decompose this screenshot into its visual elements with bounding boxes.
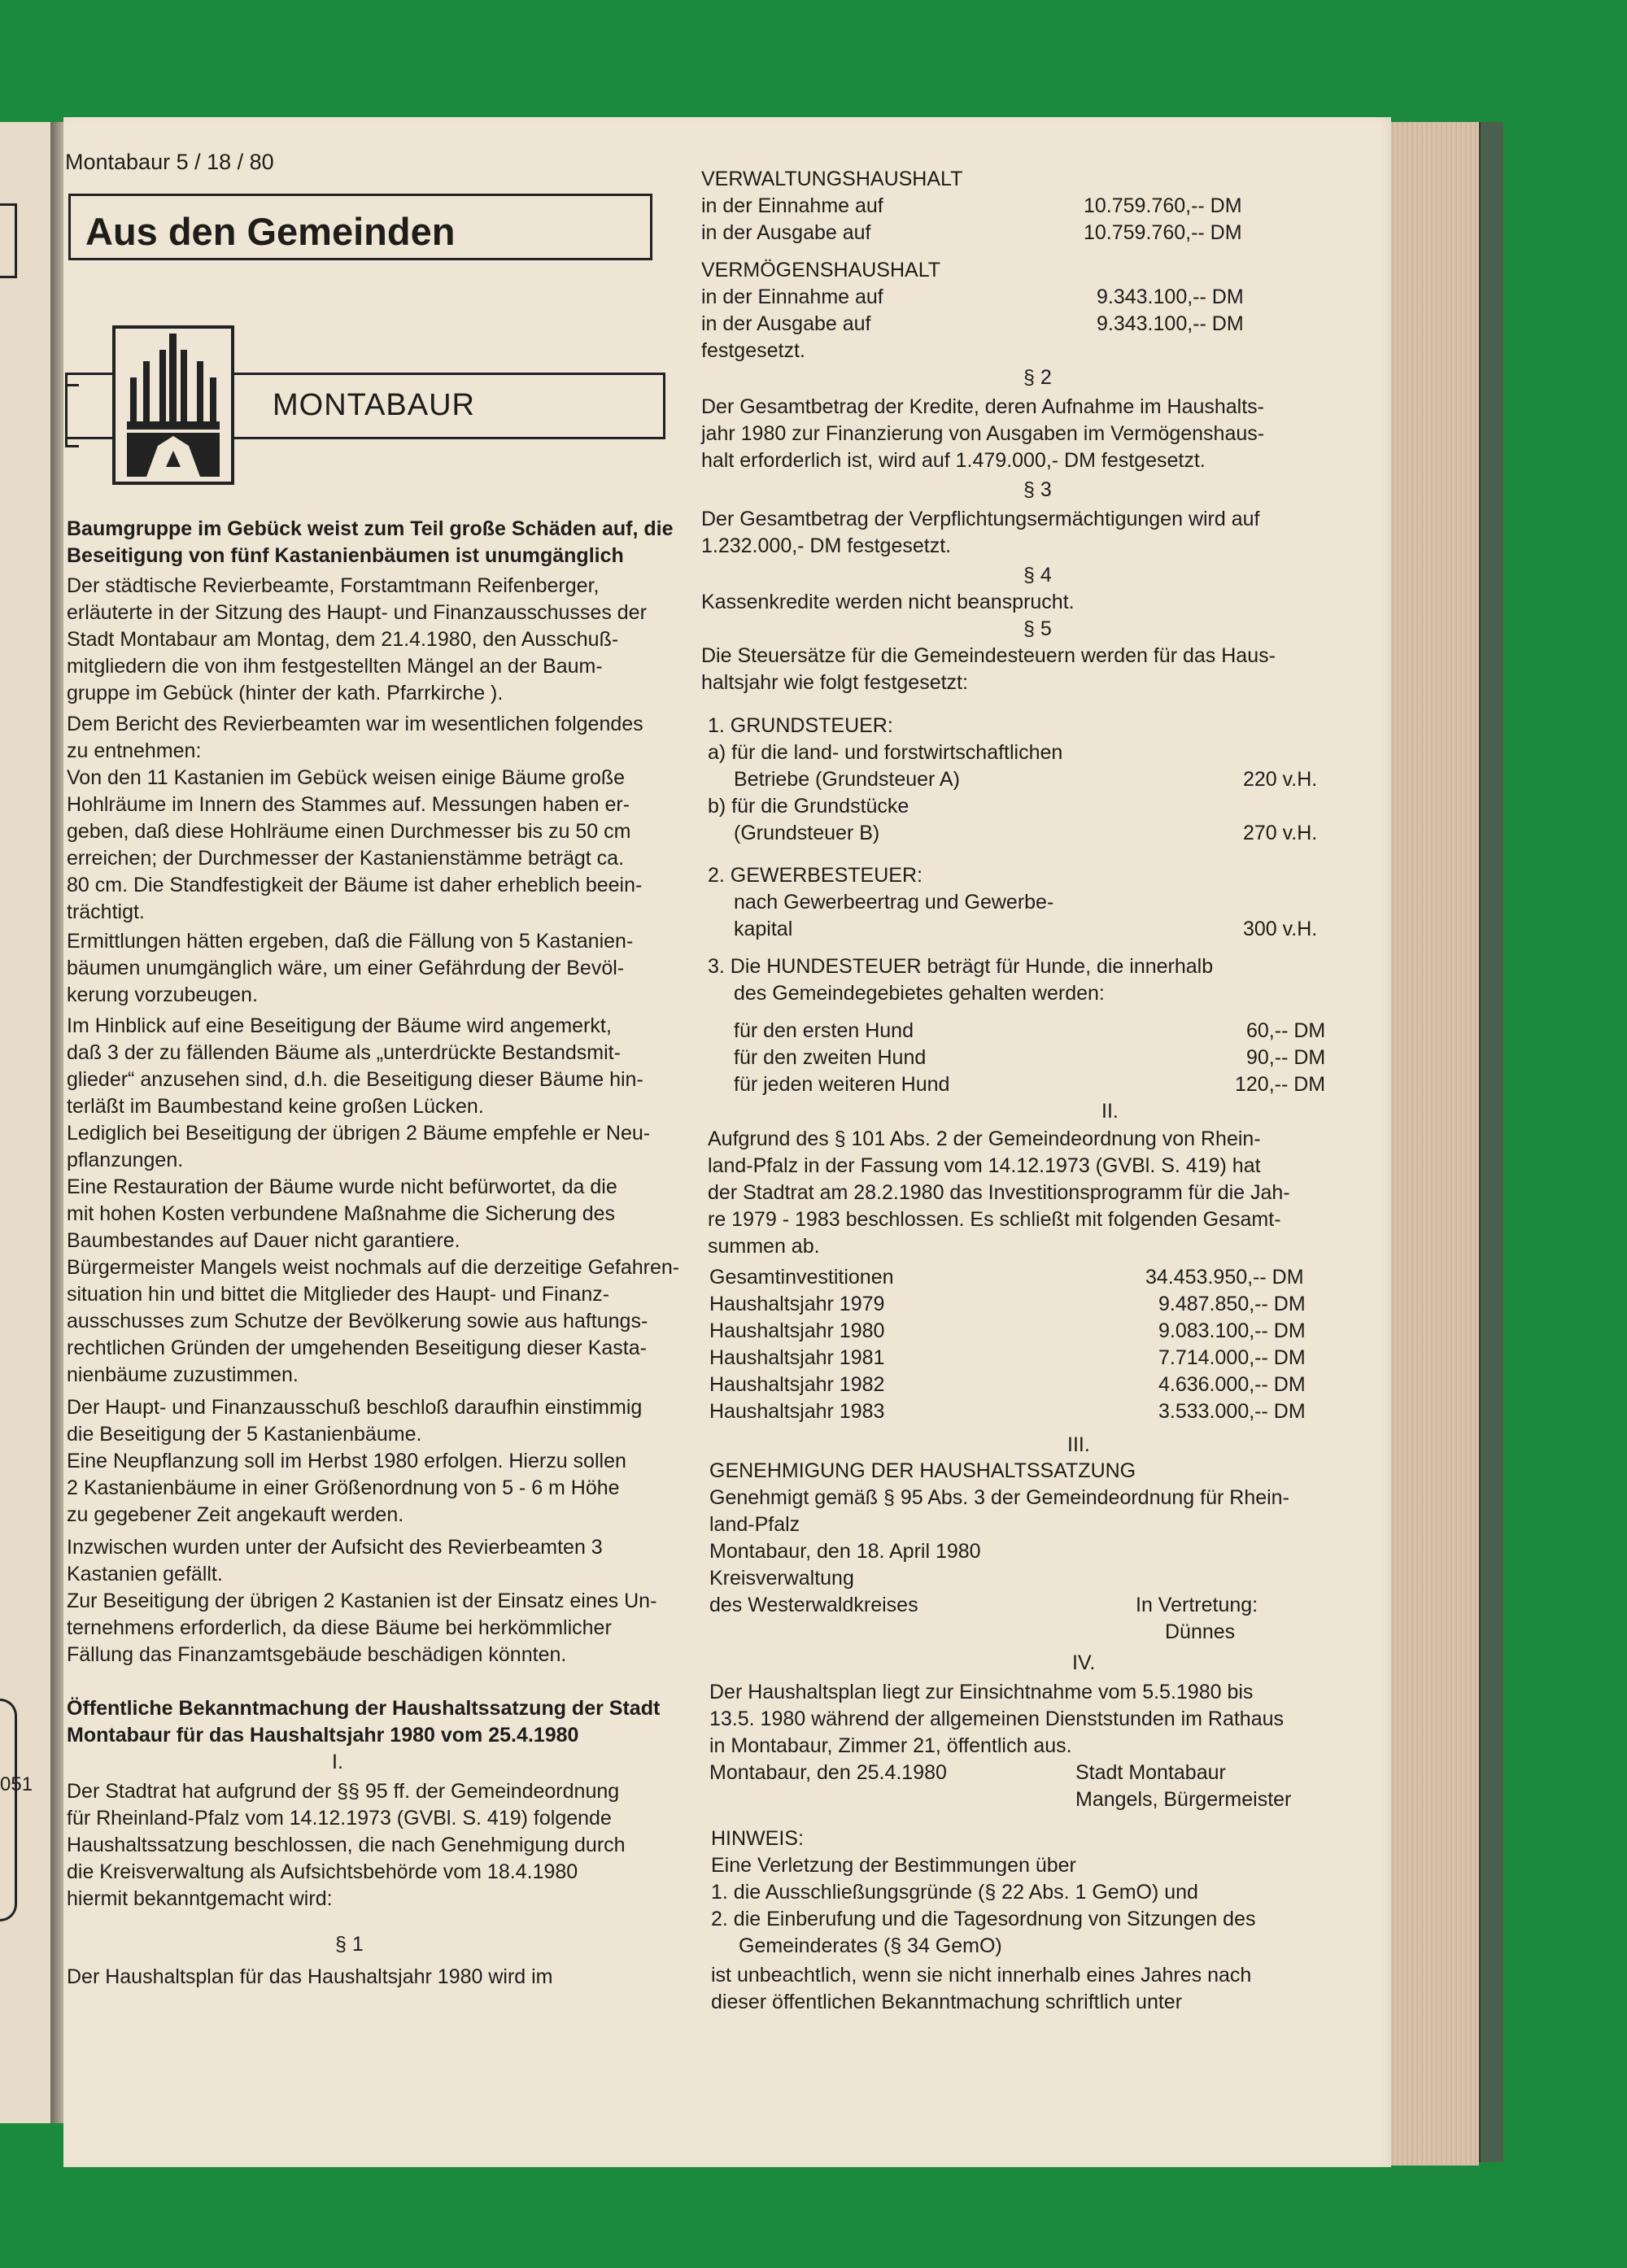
article-line: pflanzungen.	[67, 1149, 184, 1171]
notice-line: für Rheinland-Pfalz vom 14.12.1973 (GVBl. S. 419) folgende	[67, 1807, 612, 1830]
investment-label: Haushaltsjahr 1983	[709, 1400, 885, 1423]
article-line: Der Haupt- und Finanzausschuß beschloß daraufhin einstimmig	[67, 1396, 643, 1419]
book-cover-edge	[1479, 122, 1505, 2162]
approval-deputy-label: In Vertretung:	[1136, 1594, 1258, 1616]
budget-row-value: 10.759.760,-- DM	[1084, 221, 1242, 244]
inspection-line: 13.5. 1980 während der allgemeinen Dienststunden im Rathaus	[709, 1708, 1285, 1730]
tax-line: b) für die Grundstücke	[708, 795, 909, 818]
budget-admin-title: VERWALTUNGSHAUSHALT	[701, 168, 963, 190]
article-line: zu entnehmen:	[67, 739, 202, 762]
investment-value: 9.083.100,-- DM	[1158, 1319, 1306, 1342]
article-line: Baumbestandes auf Dauer nicht garantiere.	[67, 1229, 460, 1252]
article-line: mitgliedern die von ihm festgestellten Mängel an der Baum-	[67, 655, 603, 678]
article-line: Bürgermeister Mangels weist nochmals auf die derzeitige Gefahren-	[67, 1256, 680, 1279]
article-line: 2 Kastanienbäume in einer Größenordnung von 5 - 6 m Höhe	[67, 1476, 620, 1499]
budget-row-label: in der Ausgabe auf	[701, 312, 871, 335]
notice-line: Der Stadtrat hat aufgrund der §§ 95 ff. der Gemeindeordnung	[67, 1780, 620, 1803]
investment-line: re 1979 - 1983 beschlossen. Es schließt mit folgenden Gesamt-	[708, 1208, 1281, 1231]
budget-row-label: in der Ausgabe auf	[701, 221, 871, 244]
article-line: die Beseitigung der 5 Kastanienbäume.	[67, 1423, 422, 1446]
paragraph-line: halt erforderlich ist, wird auf 1.479.000,- DM festgesetzt.	[701, 449, 1206, 472]
article-line: Eine Neupflanzung soll im Herbst 1980 erfolgen. Hierzu sollen	[67, 1450, 626, 1472]
article-line: rechtlichen Gründen der umgehenden Beseitigung dieser Kasta-	[67, 1337, 647, 1359]
notice-line: die Kreisverwaltung als Aufsichtsbehörde vom 18.4.1980	[67, 1860, 578, 1883]
approval-line: Genehmigt gemäß § 95 Abs. 3 der Gemeindeordnung für Rhein-	[709, 1486, 1289, 1509]
article-line: terläßt im Baumbestand keine großen Lücken.	[67, 1095, 484, 1118]
section-title: Aus den Gemeinden	[85, 210, 456, 253]
dog-tax-line: des Gemeindegebietes gehalten werden:	[734, 982, 1105, 1005]
investment-label: Gesamtinvestitionen	[709, 1266, 894, 1289]
dog-tax-line: 3. Die HUNDESTEUER beträgt für Hunde, die innerhalb	[708, 955, 1214, 978]
page-stack-edge	[1389, 122, 1479, 2166]
article-line: gruppe im Gebück (hinter der kath. Pfarrkirche ).	[67, 682, 504, 704]
article-line: 80 cm. Die Standfestigkeit der Bäume ist daher erheblich beein-	[67, 874, 643, 896]
town-name: MONTABAUR	[273, 388, 475, 422]
property-tax-title: 1. GRUNDSTEUER:	[708, 714, 893, 737]
article-line: trächtigt.	[67, 901, 145, 923]
roman-numeral-i: I.	[332, 1751, 343, 1773]
article-line: zu gegebener Zeit angekauft werden.	[67, 1503, 404, 1526]
budget-row-value: 10.759.760,-- DM	[1084, 194, 1242, 217]
town-logo	[112, 325, 234, 485]
previous-page-shape	[0, 1699, 17, 1921]
article-line: Zur Beseitigung der übrigen 2 Kastanien ist der Einsatz eines Un-	[67, 1590, 657, 1612]
article-line: Im Hinblick auf eine Beseitigung der Bäume wird angemerkt,	[67, 1014, 612, 1037]
roman-numeral-ii: II.	[1101, 1100, 1119, 1123]
paragraph-1-mark: § 1	[335, 1933, 364, 1956]
approval-title: GENEHMIGUNG DER HAUSHALTSSATZUNG	[709, 1459, 1136, 1482]
notice-heading-line-2: Montabaur für das Haushaltsjahr 1980 vom 25.4.1980	[67, 1724, 579, 1747]
trade-tax-title: 2. GEWERBESTEUER:	[708, 864, 923, 887]
castle-logo-icon	[116, 329, 231, 482]
paragraph-line: Kassenkredite werden nicht beansprucht.	[701, 591, 1075, 613]
approval-line: Montabaur, den 18. April 1980	[709, 1540, 981, 1563]
roman-numeral-iv: IV.	[1072, 1651, 1096, 1674]
investment-line: summen ab.	[708, 1235, 820, 1258]
budget-row-label: in der Einnahme auf	[701, 286, 883, 308]
article-line: mit hohen Kosten verbundene Maßnahme die Sicherung des	[67, 1202, 616, 1225]
dog-tax-value: 120,-- DM	[1235, 1073, 1326, 1096]
paragraph-line: haltsjahr wie folgt festgesetzt:	[701, 671, 968, 694]
article-line: ternehmens erforderlich, da diese Bäume bei herkömmlicher	[67, 1616, 612, 1639]
investment-label: Haushaltsjahr 1982	[709, 1373, 885, 1396]
paragraph-5-mark: § 5	[1023, 617, 1052, 640]
inspection-line: Montabaur, den 25.4.1980	[709, 1761, 947, 1784]
article-line: erläuterte in der Sitzung des Haupt- und Finanzausschusses der	[67, 601, 647, 624]
article-line: glieder“ anzusehen sind, d.h. die Beseitigung dieser Bäume hin-	[67, 1068, 643, 1091]
notice-line: 1. die Ausschließungsgründe (§ 22 Abs. 1 GemO) und	[711, 1881, 1198, 1904]
article-line: nienbäume zuzustimmen.	[67, 1363, 299, 1386]
dog-tax-label: für den ersten Hund	[734, 1019, 914, 1042]
dog-tax-label: für jeden weiteren Hund	[734, 1073, 950, 1096]
article-line: kerung vorzubeugen.	[67, 984, 258, 1006]
investment-value: 7.714.000,-- DM	[1158, 1346, 1306, 1369]
investment-line: land-Pfalz in der Fassung vom 14.12.1973 (GVBl. S. 419) hat	[708, 1154, 1261, 1177]
article-line: Ermittlungen hätten ergeben, daß die Fällung von 5 Kastanien-	[67, 930, 634, 953]
document-page	[63, 117, 1391, 2167]
approval-line: Kreisverwaltung	[709, 1567, 854, 1590]
article-line: situation hin und bittet die Mitglieder des Haupt- und Finanz-	[67, 1283, 610, 1306]
investment-value: 9.487.850,-- DM	[1158, 1293, 1306, 1315]
investment-value: 3.533.000,-- DM	[1158, 1400, 1306, 1423]
article-line: Eine Restauration der Bäume wurde nicht befürwortet, da die	[67, 1175, 617, 1198]
budget-row-value: 9.343.100,-- DM	[1097, 312, 1244, 335]
investment-value: 4.636.000,-- DM	[1158, 1373, 1306, 1396]
investment-label: Haushaltsjahr 1981	[709, 1346, 885, 1369]
signature-mayor: Mangels, Bürgermeister	[1075, 1788, 1292, 1811]
tax-line: kapital	[734, 918, 793, 940]
budget-row-label: in der Einnahme auf	[701, 194, 883, 217]
page-header: Montabaur 5 / 18 / 80	[65, 150, 274, 174]
article-line: Inzwischen wurden unter der Aufsicht des Revierbeamten 3	[67, 1536, 603, 1559]
article-line: bäumen unumgänglich wäre, um einer Gefährdung der Bevöl-	[67, 957, 625, 979]
article-line: geben, daß diese Hohlräume einen Durchmesser bis zu 50 cm	[67, 820, 631, 843]
paragraph-line: 1.232.000,- DM festgesetzt.	[701, 534, 952, 557]
article-line: Fällung das Finanzamtsgebäude beschädigen könnten.	[67, 1643, 567, 1666]
article-line: Stadt Montabaur am Montag, dem 21.4.1980, den Ausschuß-	[67, 628, 619, 651]
notice-line: dieser öffentlichen Bekanntmachung schriftlich unter	[711, 1991, 1183, 2013]
investment-line: der Stadtrat am 28.2.1980 das Investitionsprogramm für die Jah-	[708, 1181, 1290, 1204]
tax-line: (Grundsteuer B)	[734, 822, 880, 844]
investment-line: Aufgrund des § 101 Abs. 2 der Gemeindeordnung von Rhein-	[708, 1127, 1261, 1150]
signature-city: Stadt Montabaur	[1075, 1761, 1226, 1784]
article-heading-line-1: Baumgruppe im Gebück weist zum Teil große Schäden auf, die	[67, 517, 674, 540]
article-line: erreichen; der Durchmesser der Kastanienstämme beträgt ca.	[67, 847, 625, 870]
paragraph-line: Der Gesamtbetrag der Kredite, deren Aufnahme im Haushalts-	[701, 395, 1265, 418]
background	[1503, 122, 1627, 2162]
notice-line: Gemeinderates (§ 34 GemO)	[739, 1934, 1002, 1957]
tax-line: Betriebe (Grundsteuer A)	[734, 768, 960, 791]
investment-value: 34.453.950,-- DM	[1145, 1266, 1304, 1289]
tax-line: a) für die land- und forstwirtschaftlichen	[708, 741, 1063, 764]
notice-line: ist unbeachtlich, wenn sie nicht innerhalb eines Jahres nach	[711, 1964, 1252, 1987]
notice-heading-line-1: Öffentliche Bekanntmachung der Haushaltssatzung der Stadt	[67, 1697, 661, 1720]
budget-fixed-text: festgesetzt.	[701, 339, 805, 362]
article-line: Kastanien gefällt.	[67, 1563, 223, 1585]
article-line: Hohlräume im Innern des Stammes auf. Messungen haben er-	[67, 793, 630, 816]
roman-numeral-iii: III.	[1067, 1433, 1090, 1456]
section-title-box	[68, 194, 652, 260]
notice-line: hiermit bekanntgemacht wird:	[67, 1887, 333, 1910]
notice-line: Haushaltssatzung beschlossen, die nach Genehmigung durch	[67, 1834, 626, 1856]
tax-rate: 220 v.H.	[1243, 768, 1318, 791]
budget-assets-title: VERMÖGENSHAUSHALT	[701, 259, 941, 281]
approval-line: land-Pfalz	[709, 1513, 800, 1536]
notice-title: HINWEIS:	[711, 1827, 804, 1850]
tax-rate: 270 v.H.	[1243, 822, 1318, 844]
notice-line: 2. die Einberufung und die Tagesordnung von Sitzungen des	[711, 1908, 1256, 1930]
article-line: daß 3 der zu fällenden Bäume als „unterdrückte Bestandsmit-	[67, 1041, 621, 1064]
notice-line: Eine Verletzung der Bestimmungen über	[711, 1854, 1076, 1877]
tax-rate: 300 v.H.	[1243, 918, 1318, 940]
article-line: Lediglich bei Beseitigung der übrigen 2 Bäume empfehle er Neu-	[67, 1122, 651, 1145]
approval-line: des Westerwaldkreises	[709, 1594, 918, 1616]
paragraph-line: Der Gesamtbetrag der Verpflichtungsermächtigungen wird auf	[701, 508, 1260, 530]
paragraph-3-mark: § 3	[1023, 478, 1052, 501]
article-line: Der städtische Revierbeamte, Forstamtmann Reifenberger,	[67, 574, 600, 597]
dog-tax-value: 60,-- DM	[1246, 1019, 1326, 1042]
investment-label: Haushaltsjahr 1979	[709, 1293, 885, 1315]
investment-label: Haushaltsjahr 1980	[709, 1319, 885, 1342]
article-line: Von den 11 Kastanien im Gebück weisen einige Bäume große	[67, 766, 626, 789]
article-line: ausschusses zum Schutze der Bevölkerung sowie aus haftungs-	[67, 1310, 648, 1332]
dog-tax-value: 90,-- DM	[1246, 1046, 1326, 1069]
previous-page-box	[0, 203, 17, 278]
paragraph-2-mark: § 2	[1023, 366, 1052, 389]
inspection-line: Der Haushaltsplan liegt zur Einsichtnahme vom 5.5.1980 bis	[709, 1681, 1254, 1703]
inspection-line: in Montabaur, Zimmer 21, öffentlich aus.	[709, 1734, 1072, 1757]
budget-row-value: 9.343.100,-- DM	[1097, 286, 1244, 308]
article-line: Dem Bericht des Revierbeamten war im wesentlichen folgendes	[67, 713, 643, 735]
tax-line: nach Gewerbeertrag und Gewerbe-	[734, 891, 1054, 914]
paragraph-4-mark: § 4	[1023, 564, 1052, 587]
approval-signatory: Dünnes	[1165, 1620, 1236, 1643]
dog-tax-label: für den zweiten Hund	[734, 1046, 927, 1069]
paragraph-line: jahr 1980 zur Finanzierung von Ausgaben im Vermögenshaus-	[701, 422, 1265, 445]
notice-line: Der Haushaltsplan für das Haushaltsjahr 1980 wird im	[67, 1965, 553, 1988]
article-heading-line-2: Beseitigung von fünf Kastanienbäumen ist unumgänglich	[67, 544, 624, 567]
left-margin-number: 051	[0, 1773, 33, 1795]
paragraph-line: Die Steuersätze für die Gemeindesteuern werden für das Haus-	[701, 644, 1276, 667]
